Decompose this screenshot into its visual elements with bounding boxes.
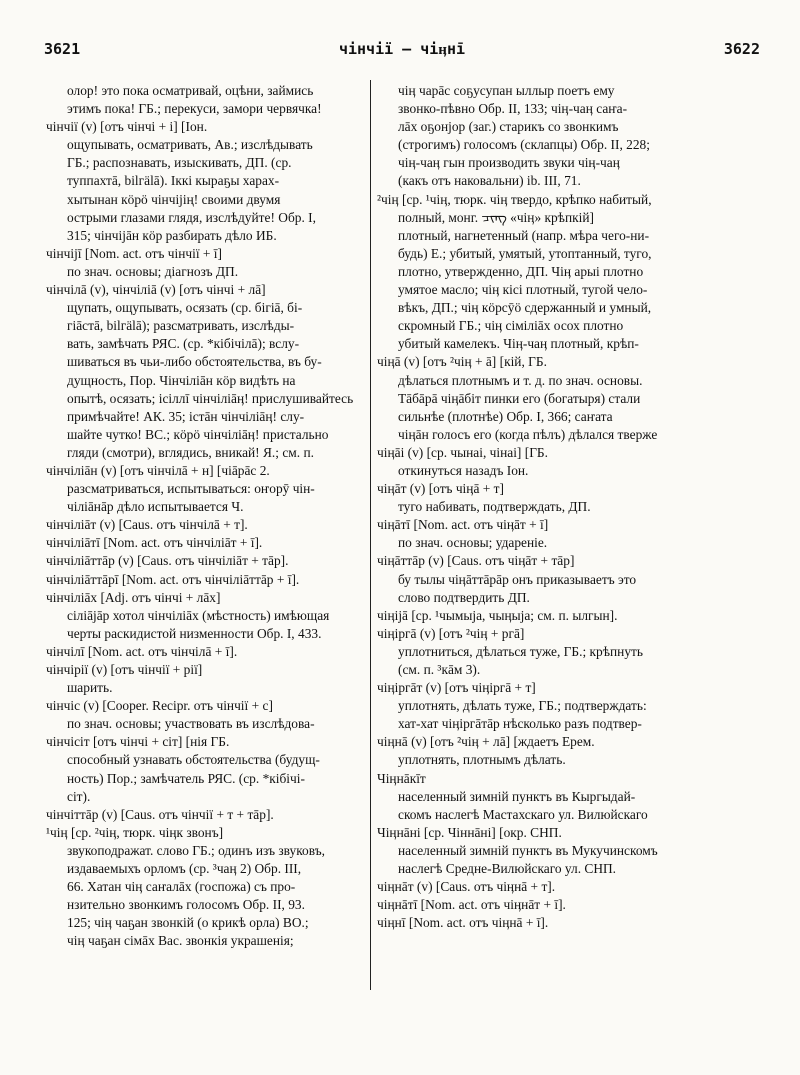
- entry-text-line: будь) Е.; убитый, умятый, утоптанный, туго,: [398, 245, 652, 261]
- entry-text-line: 315; чінчіјāн кöр разбирать дѣло ИБ.: [67, 227, 277, 243]
- entry-text-line: лāх оҕонjор (заг.) старикъ со звонкимъ: [398, 119, 619, 135]
- entry-text-line: щупать, ощупывать, осязать (ср. бігіā, бі-: [67, 300, 303, 316]
- entry-text-line: слово подтвердить ДП.: [398, 589, 530, 605]
- entry-text-line: туппахтā, bilгälā). Іккі кыраҕы харах-: [67, 173, 280, 189]
- entry-text-line: 66. Хатан чіӊ саҥалāх (госпожа) съ про-: [67, 879, 296, 895]
- entry-text-line: разсматриваться, испытываться: оҥорӯ чін-: [67, 481, 315, 497]
- entry-headword-line: чінчіліāн (v) [отъ чінчілā + н] [чіāрāс 2.: [46, 462, 270, 478]
- entry-headword-line: чіӊнī [Nom. act. отъ чіӊнā + ī].: [377, 915, 549, 931]
- left-column: [46, 82, 360, 951]
- entry-text-line: способный узнавать обстоятельства (будущ-: [67, 752, 320, 768]
- entry-text-line: вѣкъ, ДП.; чіӊ кöрсӯö сдержанный и умный,: [398, 300, 652, 316]
- entry-headword-line: Чіӊнāкīт: [377, 770, 426, 786]
- entry-text-line: олор! это пока осматривай, оцѣни, займись: [67, 83, 314, 98]
- entry-headword-line: чінчіліāттāрī [Nom. act. отъ чінчіліāттāр + ī].: [46, 571, 300, 587]
- entry-headword-line: ²чіӊ [ср. ¹чіӊ, тюрк. чіӊ твердо, крѣпко набитый,: [377, 191, 652, 207]
- right-column: [377, 82, 759, 932]
- entry-text-line: туго набивать, подтверждать, ДП.: [398, 499, 591, 515]
- entry-headword-line: чіӊнāт (v) [Caus. отъ чіӊнā + т].: [377, 879, 556, 895]
- entry-text-line: нзительно звонкимъ голосомъ Обр. II, 93.: [67, 897, 305, 913]
- column-divider: [370, 80, 371, 990]
- entry-text-line: звукоподражат. слово ГБ.; одинъ изъ звуковъ,: [67, 842, 325, 858]
- entry-text-line: сильнѣе (плотнѣе) Обр. I, 366; саҥата: [398, 408, 613, 424]
- entry-headword-line: чіӊāт (v) [отъ чіӊā + т]: [377, 481, 504, 497]
- page-header: [44, 40, 760, 64]
- entry-text-line: шайте чутко! ВС.; кöрö чінчіліāӊ! пристально: [67, 426, 329, 442]
- entry-text-line: сіліāјāр хотол чінчіліāх (мѣстность) имѣющая: [67, 607, 330, 623]
- entry-text-line: скромный ГБ.; чіӊ сіміліāх осох плотно: [398, 318, 624, 334]
- entry-headword-line: чінчіліāтī [Nom. act. отъ чінчіліāт + ī].: [46, 535, 263, 551]
- entry-text-line: вать, замѣчать РЯС. (ср. *кібічілā); вслу-: [67, 336, 300, 352]
- entry-text-line: откинуться назадъ Іон.: [398, 462, 529, 478]
- entry-text-line: плотно, утвержденно, ДП. Чіӊ арыі плотно: [398, 263, 644, 279]
- entry-text-line: ГБ.; распознавать, изыскивать, ДП. (ср.: [67, 155, 292, 171]
- entry-headword-line: чінчілā (v), чінчіліā (v) [отъ чінчі + лā]: [46, 282, 266, 298]
- entry-text-line: уплотнять, плотнымъ дѣлать.: [398, 752, 566, 768]
- entry-text-line: полный, монг. ᠴᠢᠩ «чіӊ» крѣпкій]: [398, 209, 594, 225]
- entry-text-line: скомъ наслегѣ Мастахскаго ул. Вилюйскаго: [398, 806, 648, 822]
- entry-text-line: гляди (смотри), вглядись, вникай! Я.; см. п.: [67, 444, 314, 460]
- entry-text-line: по знач. основы; участвовать въ изслѣдова-: [67, 716, 315, 732]
- page-number-right: 3622: [723, 40, 760, 58]
- entry-headword-line: чіӊāтī [Nom. act. отъ чіӊāт + ī]: [377, 517, 549, 533]
- entry-text-line: гіāстā, bilгälā); разсматривать, изслѣды-: [67, 318, 295, 334]
- entry-text-line: шарить.: [67, 680, 113, 696]
- entry-headword-line: чінчії (v) [отъ чінчі + і] [Іон.: [46, 119, 208, 135]
- entry-headword-line: чінчісіт [отъ чінчі + сіт] [нія ГБ.: [46, 734, 230, 750]
- entry-text-line: издаваемыхъ орломъ (ср. ³чаӊ 2) Обр. III,: [67, 861, 302, 877]
- entry-text-line: по знач. основы; удареніе.: [398, 535, 548, 551]
- entry-text-line: чіӊ-чаӊ гын производить звуки чіӊ-чаӊ: [398, 155, 620, 171]
- page-number-left: 3621: [44, 40, 81, 58]
- entry-text-line: дѣлаться плотнымъ и т. д. по знач. основы.: [398, 372, 643, 388]
- entry-text-line: по знач. основы; діагнозъ ДП.: [67, 263, 239, 279]
- entry-headword-line: чіӊāттāр (v) [Caus. отъ чіӊāт + тāр]: [377, 553, 575, 569]
- entry-headword-line: чіӊнā (v) [отъ ²чіӊ + лā] [ждаетъ Ерем.: [377, 734, 595, 750]
- entry-headword-line: ¹чіӊ [ср. ²чіӊ, тюрк. чіӊк звонъ]: [46, 824, 224, 840]
- entry-text-line: ощупывать, осматривать, Ав.; изслѣдывать: [67, 137, 313, 153]
- entry-text-line: чіӊāн голосъ его (когда пѣлъ) дѣлался тверже: [398, 426, 658, 442]
- running-head: чінчії — чіӊнī: [338, 40, 466, 58]
- entry-headword-line: чінчіліāттāр (v) [Caus. отъ чінчіліāт + тāр].: [46, 553, 289, 569]
- entry-headword-line: чіӊā (v) [отъ ²чіӊ + ā] [кій, ГБ.: [377, 354, 547, 370]
- entry-headword-line: чіӊнāтī [Nom. act. отъ чіӊнāт + ī].: [377, 897, 566, 913]
- entry-text-line: хытынан кöрö чінчіјің! своими двумя: [67, 191, 281, 207]
- entry-headword-line: чіӊіјā [ср. ¹чымыја, чыӊыја; см. п. ылгын].: [377, 607, 618, 623]
- entry-text-line: хат-хат чіӊіргāтāр нѣсколько разъ подтвер-: [398, 716, 642, 732]
- entry-text-line: 125; чіӊ чаҕан звонкій (о крикѣ орла) ВО.;: [67, 915, 309, 931]
- entry-headword-line: чіӊāі (v) [ср. чынаі, чінаі] [ГБ.: [377, 444, 548, 460]
- entry-text-line: (строгимъ) голосомъ (склапцы) Обр. II, 228;: [398, 137, 650, 153]
- entry-text-line: сіт).: [67, 788, 91, 804]
- entry-headword-line: чінчіліāх [Adj. отъ чінчі + лāх]: [46, 589, 221, 605]
- entry-text-line: населенный зимній пунктъ въ Мукучинскомъ: [398, 842, 658, 858]
- entry-headword-line: чіӊіргāт (v) [отъ чіӊіргā + т]: [377, 680, 536, 696]
- entry-headword-line: чінчіліāт (v) [Caus. отъ чінчілā + т].: [46, 517, 248, 533]
- entry-text-line: острыми глазами глядя, изслѣдуйте! Обр. I,: [67, 209, 316, 225]
- entry-text-line: (какъ отъ наковальни) ib. III, 71.: [398, 173, 581, 189]
- entry-text-line: бу тылы чіӊāттāрāр онъ приказываетъ это: [398, 571, 637, 587]
- entry-text-line: наслегѣ Средне-Вилюйскаго ул. СНП.: [398, 861, 617, 877]
- entry-text-line: чіӊ чарāс соҕусупан ыллыр поетъ ему: [398, 83, 615, 98]
- entry-text-line: черты раскидистой низменности Обр. I, 433.: [67, 625, 322, 641]
- entry-text-line: убитый камелекъ. Чіӊ-чаӊ плотный, крѣп-: [398, 336, 639, 352]
- entry-headword-line: чінчіс (v) [Cooper. Recipr. отъ чінчії + с]: [46, 698, 273, 714]
- entry-headword-line: чінчілī [Nom. act. отъ чінчілā + ī].: [46, 643, 238, 659]
- entry-headword-line: чінчірії (v) [отъ чінчії + рії]: [46, 662, 203, 677]
- entry-text-line: чіліāнāр дѣло испытывается Ч.: [67, 499, 244, 515]
- entry-text-line: ность) Пор.; замѣчатель РЯС. (ср. *кібічі-: [67, 770, 305, 786]
- entry-text-line: примѣчайте! АК. 35; істāн чінчіліāӊ! слу-: [67, 408, 305, 424]
- entry-text-line: уплотниться, дѣлаться туже, ГБ.; крѣпнуть: [398, 643, 643, 659]
- entry-text-line: Тāбāрā чіӊāбіт пинки его (богатыря) стали: [398, 390, 641, 406]
- entry-headword-line: Чіӊнāні [ср. Чіннāні] [окр. СНП.: [377, 824, 562, 840]
- entry-headword-line: чіӊіргā (v) [отъ ²чіӊ + ргā]: [377, 625, 525, 641]
- entry-text-line: чіӊ чаҕан сімāх Вас. звонкія украшенія;: [67, 933, 294, 949]
- entry-headword-line: чінчіjī [Nom. act. отъ чінчії + ī]: [46, 245, 222, 261]
- entry-text-line: дущность, Пор. Чінчіліāн кöр видѣть на: [67, 372, 296, 388]
- entry-text-line: уплотнять, дѣлать туже, ГБ.; подтверждать:: [398, 698, 647, 714]
- entry-text-line: опытѣ, осязать; ісіллī чінчіліāӊ! прислушивайтесь: [67, 390, 354, 406]
- entry-text-line: плотный, нагнетенный (напр. мѣра чего-ни-: [398, 227, 650, 243]
- entry-text-line: населенный зимній пунктъ въ Кыргыдай-: [398, 788, 636, 804]
- entry-text-line: (см. п. ³кāм 3).: [398, 662, 481, 677]
- entry-text-line: умятое масло; чіӊ кісі плотный, тугой чело-: [398, 282, 648, 298]
- entry-text-line: шиваться въ чьи-либо обстоятельства, въ бу-: [67, 354, 322, 370]
- entry-headword-line: чінчіттāр (v) [Caus. отъ чінчії + т + тāр].: [46, 806, 274, 822]
- entry-text-line: звонко-пѣвно Обр. II, 133; чіӊ-чаӊ саҥа-: [398, 101, 628, 117]
- entry-text-line: этимъ пока! ГБ.; перекуси, замори червячка!: [67, 101, 322, 117]
